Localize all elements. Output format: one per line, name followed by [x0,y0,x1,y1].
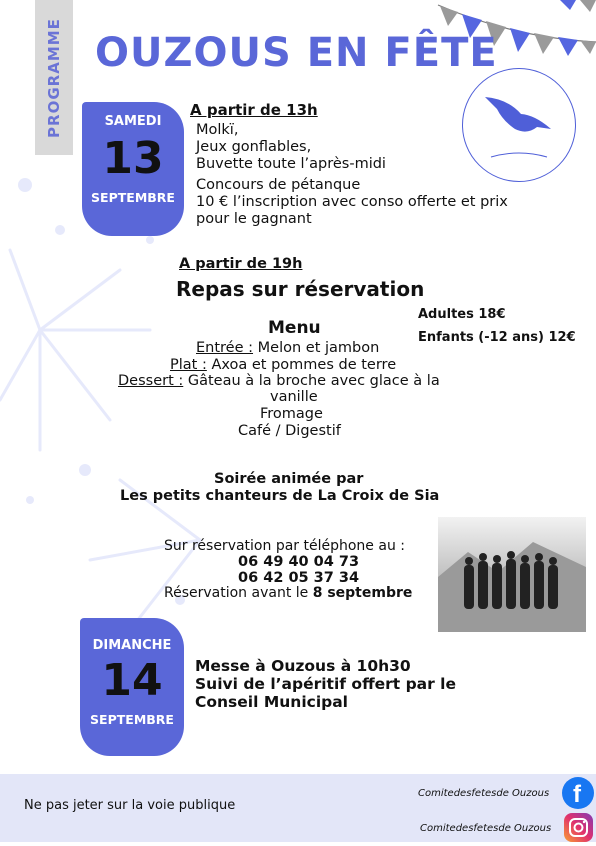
facebook-icon[interactable] [562,777,594,809]
plat-value: Axoa et pommes de terre [206,357,397,373]
footer-notice: Ne pas jeter sur la voie publique [24,798,236,813]
dessert-value: Gâteau à la broche avec glace à la [183,373,440,389]
sunday-number: 14 [101,655,163,706]
activity-line: Jeux gonflables, [196,139,312,155]
sunday-line-2: Suivi de l’apéritif offert par le [195,675,457,693]
saturday-day: SAMEDI [104,114,162,129]
singers-photo [438,517,586,632]
deadline-date: 8 septembre [312,585,413,601]
entree-value: Melon et jambon [253,340,380,356]
phone-2: 06 42 05 37 34 [238,570,360,586]
sunday-day: DIMANCHE [92,638,172,653]
saturday-number: 13 [102,133,164,184]
menu-dessert [118,373,440,390]
phone-1: 06 49 40 04 73 [238,554,360,570]
dinner-title: Repas sur réservation [176,277,425,301]
afternoon-activities [196,122,508,228]
menu-entree [196,340,379,357]
reservation-deadline [164,585,412,602]
activity-line: pour le gagnant [196,211,312,227]
facebook-handle: Comitedesfetesde Ouzous [418,788,550,799]
activity-line: 10 € l’inscription avec conso offerte et prix [196,194,508,210]
sunday-date-card [80,618,184,756]
plat-label: Plat : [170,357,207,373]
menu-plat [170,357,396,374]
saturday-date-card [82,102,184,236]
menu-cafe: Café / Digestif [238,423,341,439]
svg-text:f: f [573,781,581,808]
page-title: OUZOUS EN FÊTE [95,30,498,76]
sunday-month: SEPTEMBRE [90,711,174,727]
saturday-month: SEPTEMBRE [91,189,175,205]
activity-line: Concours de pétanque [196,177,361,193]
soiree-line-1: Soirée animée par [214,471,364,487]
group-photo-image [438,517,586,632]
price-children: Enfants (-12 ans) 12€ [418,330,576,345]
reservation-intro: Sur réservation par téléphone au : [164,538,405,554]
sunday-line-1: Messe à Ouzous à 10h30 [195,657,411,675]
instagram-handle: Comitedesfetesde Ouzous [420,823,552,834]
menu-fromage: Fromage [260,406,323,422]
programme-side-tab [35,0,73,155]
activity-line: Molkï, [196,122,239,138]
activity-line: Buvette toute l’après-midi [196,156,386,172]
sunday-line-3: Conseil Municipal [195,693,348,711]
afternoon-heading: A partir de 13h [190,101,318,119]
menu-title: Menu [268,318,321,338]
programme-label: PROGRAMME [45,18,63,138]
deadline-prefix: Réservation avant le [164,585,313,601]
entree-label: Entrée : [196,340,254,356]
evening-heading: A partir de 19h [179,256,303,272]
dessert-label: Dessert : [118,373,184,389]
soiree-line-2: Les petits chanteurs de La Croix de Sia [120,488,440,504]
dessert-continuation: vanille [270,389,318,405]
price-adults: Adultes 18€ [418,307,506,322]
instagram-icon[interactable] [564,813,593,842]
